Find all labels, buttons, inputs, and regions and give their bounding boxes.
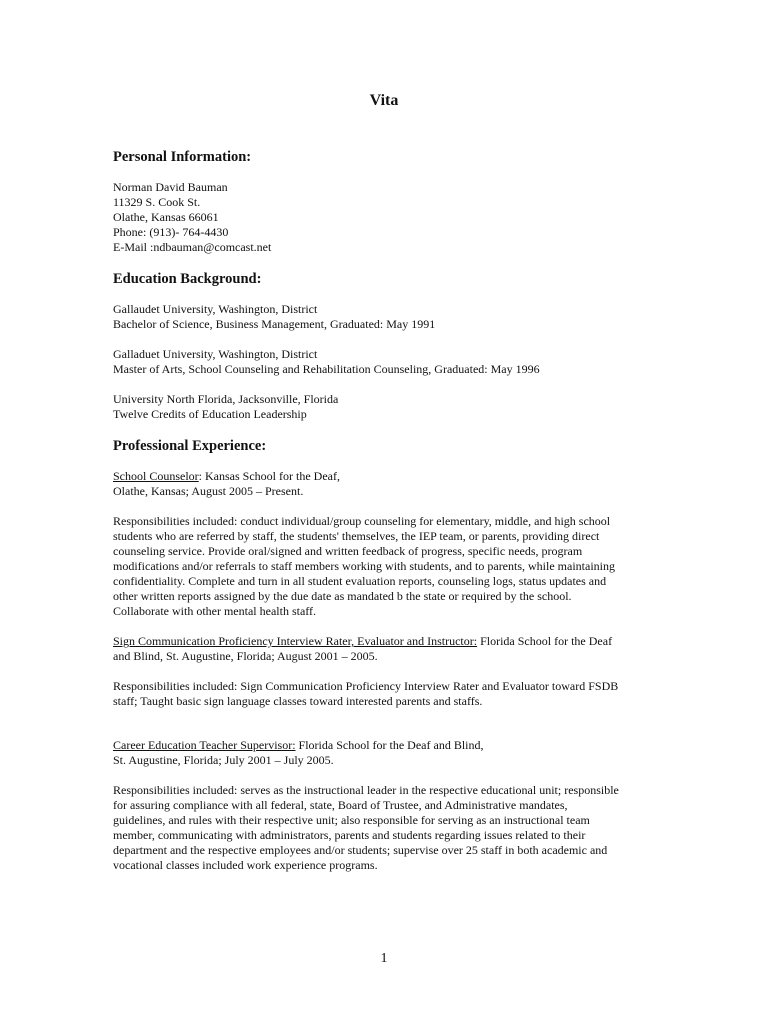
personal-heading: Personal Information: — [113, 149, 252, 165]
resp-line: counseling service. Provide oral/signed and written feedback of progress, specific needs, program — [113, 544, 583, 558]
job-header — [113, 634, 653, 664]
job-employer: Florida School for the Deaf and Blind, — [295, 738, 484, 752]
resp-line: guidelines, and rules with their respective unit; also responsible for serving as an instructional team — [113, 813, 590, 827]
education-entry — [113, 302, 653, 332]
page-number: 1 — [380, 951, 388, 966]
job-role: Career Education Teacher Supervisor: — [113, 738, 296, 752]
document-title: Vita — [369, 92, 399, 109]
phone-line: Phone: (913)- 764-4430 — [113, 225, 229, 239]
education-degree: Master of Arts, School Counseling and Rehabilitation Counseling, Graduated: May 1996 — [113, 362, 540, 376]
education-degree: Bachelor of Science, Business Management, Graduated: May 1991 — [113, 317, 436, 331]
experience-heading: Professional Experience: — [113, 438, 267, 454]
education-section — [113, 270, 653, 422]
resp-line: students who are referred by staff, the students' themselves, the IEP team, or parents, providing direct — [113, 529, 600, 543]
job-responsibilities — [113, 679, 653, 709]
job-employer: Florida School for the Deaf — [477, 634, 613, 648]
job-location-dates: St. Augustine, Florida; July 2001 – July 2005. — [113, 753, 334, 767]
resp-line: department and the respective employees and/or students; supervise over 25 staff in both academic and — [113, 843, 608, 857]
city-line: Olathe, Kansas 66061 — [113, 210, 219, 224]
job-header — [113, 469, 653, 499]
resp-line: confidentiality. Complete and turn in all student evaluation reports, counseling logs, status updates and — [113, 574, 607, 588]
resp-line: vocational classes included work experience programs. — [113, 858, 378, 872]
job-title-line — [113, 469, 653, 484]
resp-line: Responsibilities included: serves as the instructional leader in the respective educational unit; responsible — [113, 783, 619, 797]
job-role: Sign Communication Proficiency Interview Rater, Evaluator and Instructor: — [113, 634, 478, 648]
job-employer: : Kansas School for the Deaf, — [198, 469, 340, 483]
education-school: Galladuet University, Washington, District — [113, 347, 318, 361]
job-responsibilities — [113, 783, 653, 873]
job-location-dates: and Blind, St. Augustine, Florida; August 2001 – 2005. — [113, 649, 378, 663]
job-title-line — [113, 634, 653, 649]
resp-line: Collaborate with other mental health staff. — [113, 604, 317, 618]
job-header — [113, 738, 653, 768]
personal-section — [113, 148, 653, 255]
resp-line: for assuring compliance with all federal, state, Board of Trustee, and Administrative mandates, — [113, 798, 568, 812]
personal-details — [113, 180, 653, 255]
resp-line: staff; Taught basic sign language classes toward interested parents and staffs. — [113, 694, 483, 708]
resp-line: modifications and/or referrals to staff members working with students, and to parents, while maintaining — [113, 559, 615, 573]
street-line: 11329 S. Cook St. — [113, 195, 201, 209]
resp-line: other written reports assigned by the due date as mandated b the state or required by the school. — [113, 589, 572, 603]
experience-section — [113, 437, 653, 873]
email-line: E-Mail :ndbauman@comcast.net — [113, 240, 272, 254]
job-title-line — [113, 738, 653, 753]
resp-line: Responsibilities included: Sign Communication Proficiency Interview Rater and Evaluator toward FSDB — [113, 679, 619, 693]
education-heading: Education Background: — [113, 271, 262, 287]
job-responsibilities — [113, 514, 653, 619]
education-degree: Twelve Credits of Education Leadership — [113, 407, 307, 421]
name-line: Norman David Bauman — [113, 180, 228, 194]
resp-line: Responsibilities included: conduct individual/group counseling for elementary, middle, and high school — [113, 514, 611, 528]
resp-line: member, communicating with administrators, parents and students regarding issues related to their — [113, 828, 586, 842]
education-school: University North Florida, Jacksonville, Florida — [113, 392, 339, 406]
education-entry — [113, 347, 653, 377]
spacer — [113, 724, 653, 738]
job-role: School Counselor — [113, 469, 199, 483]
education-entry — [113, 392, 653, 422]
document-content — [113, 148, 653, 888]
job-location-dates: Olathe, Kansas; August 2005 – Present. — [113, 484, 304, 498]
education-school: Gallaudet University, Washington, District — [113, 302, 318, 316]
